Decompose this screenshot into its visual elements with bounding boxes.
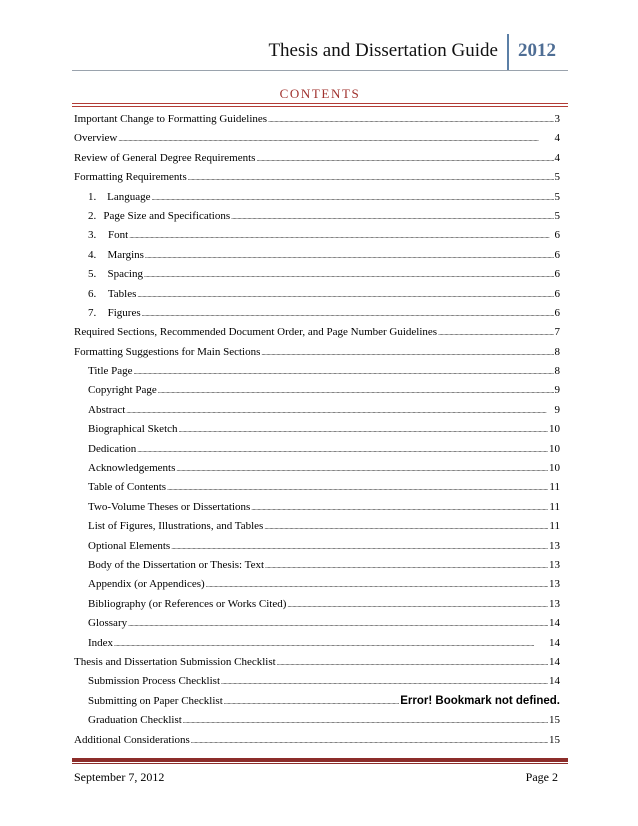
header-divider <box>507 34 509 70</box>
toc-dot-leader <box>224 693 400 712</box>
toc-entry-title[interactable]: Figures <box>107 306 141 319</box>
toc-entry-title[interactable]: Two-Volume Theses or Dissertations <box>88 500 251 513</box>
toc-entry-page: 6 <box>554 229 560 242</box>
toc-dot-leader <box>144 266 554 285</box>
toc-entry[interactable] <box>74 517 560 536</box>
toc-dot-leader <box>137 441 548 460</box>
toc-dot-leader <box>128 615 548 634</box>
toc-entry-page: 8 <box>554 345 560 358</box>
toc-entry-title[interactable]: Thesis and Dissertation Submission Checklist <box>74 655 276 668</box>
toc-entry[interactable] <box>74 226 560 245</box>
toc-entry[interactable] <box>74 634 560 653</box>
toc-entry-page: 14 <box>549 675 560 688</box>
toc-entry-title[interactable]: Optional Elements <box>88 539 171 552</box>
toc-entry[interactable] <box>74 459 560 478</box>
toc-dot-leader <box>188 169 554 188</box>
toc-entry-title[interactable]: Formatting Suggestions for Main Sections <box>74 345 261 358</box>
toc-entry-title[interactable]: Biographical Sketch <box>88 423 178 436</box>
toc-entry-title[interactable]: Glossary <box>88 617 128 630</box>
toc-dot-leader <box>287 596 548 615</box>
toc-entry-title[interactable]: Overview <box>74 132 118 145</box>
toc-entry-title[interactable]: Dedication <box>88 442 137 455</box>
toc-dot-leader <box>171 538 548 557</box>
contents-heading: CONTENTS <box>279 86 361 101</box>
toc-dot-leader <box>206 576 548 595</box>
toc-dot-leader <box>231 208 553 227</box>
toc-entry-title[interactable]: Margins <box>107 248 144 261</box>
toc-entry-title[interactable]: Review of General Degree Requirements <box>74 151 256 164</box>
toc-entry-page: 6 <box>554 248 560 261</box>
toc-entry[interactable] <box>74 207 560 226</box>
toc-entry-page: 9 <box>554 384 560 397</box>
toc-entry-title[interactable]: Tables <box>107 287 137 300</box>
toc-entry-page: 11 <box>549 481 560 494</box>
toc-entry-title[interactable]: Submission Process Checklist <box>88 675 221 688</box>
footer-page-number: Page 2 <box>525 770 558 784</box>
toc-entry[interactable] <box>74 246 560 265</box>
toc-entry[interactable] <box>74 537 560 556</box>
toc-entry-page: 10 <box>549 462 560 475</box>
toc-entry[interactable] <box>74 653 560 672</box>
toc-entry-page: 5 <box>554 171 560 184</box>
toc-entry-title[interactable]: Bibliography (or References or Works Cited) <box>88 597 287 610</box>
footer-rule <box>72 763 568 764</box>
toc-entry-title[interactable]: Table of Contents <box>88 481 167 494</box>
header-year: 2012 <box>518 40 556 61</box>
toc-entry[interactable] <box>74 362 560 381</box>
toc-entry-title[interactable]: Required Sections, Recommended Document Order, and Page Number Guidelines <box>74 326 438 339</box>
toc-entry-title[interactable]: Title Page <box>88 365 133 378</box>
toc-entry-page: 4 <box>554 132 560 145</box>
toc-dot-leader <box>183 712 548 731</box>
footer-rule <box>72 758 568 762</box>
toc-dot-leader <box>129 227 553 246</box>
toc-entry-number: 5. <box>88 268 97 281</box>
toc-entry[interactable] <box>74 343 560 362</box>
toc-entry-page: 5 <box>554 190 560 203</box>
toc-entry[interactable] <box>74 731 560 750</box>
toc-entry-page: 10 <box>549 423 560 436</box>
toc-dot-leader <box>118 130 553 149</box>
toc-entry[interactable] <box>74 595 560 614</box>
toc-dot-leader <box>438 324 553 343</box>
toc-entry-number: 1. <box>88 190 97 203</box>
toc-dot-leader <box>167 479 548 498</box>
toc-entry[interactable] <box>74 129 560 148</box>
toc-entry-number: 3. <box>88 229 97 242</box>
toc-entry[interactable] <box>74 498 560 517</box>
toc-entry-number: 6. <box>88 287 97 300</box>
toc-dot-leader <box>268 111 553 130</box>
toc-dot-leader <box>179 421 548 440</box>
toc-entry-page: 15 <box>549 714 560 727</box>
toc-entry-page: 7 <box>554 326 560 339</box>
toc-dot-leader <box>221 673 548 692</box>
toc-entry-page: 4 <box>554 151 560 164</box>
toc-dot-leader <box>277 654 548 673</box>
table-of-contents <box>74 110 560 750</box>
header-rule <box>72 70 568 71</box>
toc-entry-page: Error! Bookmark not defined. <box>400 694 560 707</box>
toc-entry-title[interactable]: Body of the Dissertation or Thesis: Text <box>88 558 265 571</box>
toc-entry[interactable] <box>74 323 560 342</box>
heading-rule <box>72 106 568 107</box>
toc-entry-title[interactable]: Page Size and Specifications <box>103 209 231 222</box>
toc-entry-title[interactable]: Language <box>107 190 151 203</box>
toc-entry-number: 2. <box>88 209 97 222</box>
toc-dot-leader <box>256 150 553 169</box>
toc-entry-title[interactable]: Appendix (or Appendices) <box>88 578 205 591</box>
toc-entry-page: 6 <box>554 306 560 319</box>
toc-entry-title[interactable]: Copyright Page <box>88 384 157 397</box>
toc-entry[interactable] <box>74 556 560 575</box>
toc-entry[interactable] <box>74 614 560 633</box>
toc-entry[interactable] <box>74 265 560 284</box>
toc-entry[interactable] <box>74 420 560 439</box>
toc-dot-leader <box>114 635 548 654</box>
toc-entry-page: 15 <box>549 733 560 746</box>
toc-entry-page: 11 <box>549 500 560 513</box>
toc-entry[interactable] <box>74 285 560 304</box>
toc-entry-title[interactable]: Abstract <box>88 403 126 416</box>
toc-entry-title[interactable]: Acknowledgements <box>88 462 176 475</box>
toc-entry[interactable] <box>74 478 560 497</box>
heading-rule <box>72 103 568 104</box>
toc-entry[interactable] <box>74 401 560 420</box>
toc-entry-title[interactable]: List of Figures, Illustrations, and Tables <box>88 520 264 533</box>
toc-dot-leader <box>191 732 548 751</box>
toc-entry-page: 14 <box>549 655 560 668</box>
toc-dot-leader <box>176 460 548 479</box>
toc-entry-title[interactable]: Font <box>108 229 129 242</box>
toc-dot-leader <box>134 363 554 382</box>
toc-entry-page: 5 <box>554 209 560 222</box>
toc-entry[interactable] <box>74 381 560 400</box>
toc-dot-leader <box>265 557 548 576</box>
toc-dot-leader <box>261 344 553 363</box>
toc-entry-page: 6 <box>554 268 560 281</box>
toc-entry-page: 13 <box>549 578 560 591</box>
toc-entry-page: 13 <box>549 597 560 610</box>
toc-dot-leader <box>142 305 554 324</box>
toc-entry-title[interactable]: Additional Considerations <box>74 733 190 746</box>
toc-entry-title[interactable]: Formatting Requirements <box>74 171 187 184</box>
toc-entry-page: 9 <box>554 403 560 416</box>
toc-entry-page: 14 <box>549 617 560 630</box>
toc-dot-leader <box>126 402 553 421</box>
toc-entry-page: 13 <box>549 539 560 552</box>
toc-entry-page: 10 <box>549 442 560 455</box>
toc-entry-page: 11 <box>549 520 560 533</box>
toc-entry-page: 13 <box>549 558 560 571</box>
toc-dot-leader <box>145 247 554 266</box>
toc-entry-number: 7. <box>88 306 97 319</box>
toc-dot-leader <box>251 499 548 518</box>
toc-dot-leader <box>158 382 554 401</box>
toc-entry[interactable] <box>74 304 560 323</box>
header-title: Thesis and Dissertation Guide <box>268 40 498 61</box>
footer-date: September 7, 2012 <box>74 770 165 784</box>
toc-entry-page: 6 <box>554 287 560 300</box>
toc-entry-page: 14 <box>549 636 560 649</box>
toc-entry-page: 8 <box>554 365 560 378</box>
toc-entry-title[interactable]: Graduation Checklist <box>88 714 182 727</box>
toc-entry[interactable] <box>74 168 560 187</box>
toc-entry[interactable] <box>74 692 560 711</box>
toc-entry[interactable] <box>74 110 560 129</box>
toc-entry[interactable] <box>74 711 560 730</box>
toc-entry[interactable] <box>74 188 560 207</box>
toc-entry-title[interactable]: Submitting on Paper Checklist <box>88 694 223 707</box>
toc-entry[interactable] <box>74 440 560 459</box>
toc-entry[interactable] <box>74 672 560 691</box>
toc-entry[interactable] <box>74 575 560 594</box>
toc-dot-leader <box>264 518 548 537</box>
toc-entry-number: 4. <box>88 248 97 261</box>
toc-dot-leader <box>137 286 553 305</box>
toc-entry[interactable] <box>74 149 560 168</box>
page-header <box>72 34 568 74</box>
toc-entry-title[interactable]: Index <box>88 636 114 649</box>
toc-entry-page: 3 <box>554 113 560 125</box>
toc-entry-title[interactable]: Important Change to Formatting Guidelines <box>74 113 268 125</box>
toc-dot-leader <box>152 189 554 208</box>
toc-entry-title[interactable]: Spacing <box>107 268 143 281</box>
